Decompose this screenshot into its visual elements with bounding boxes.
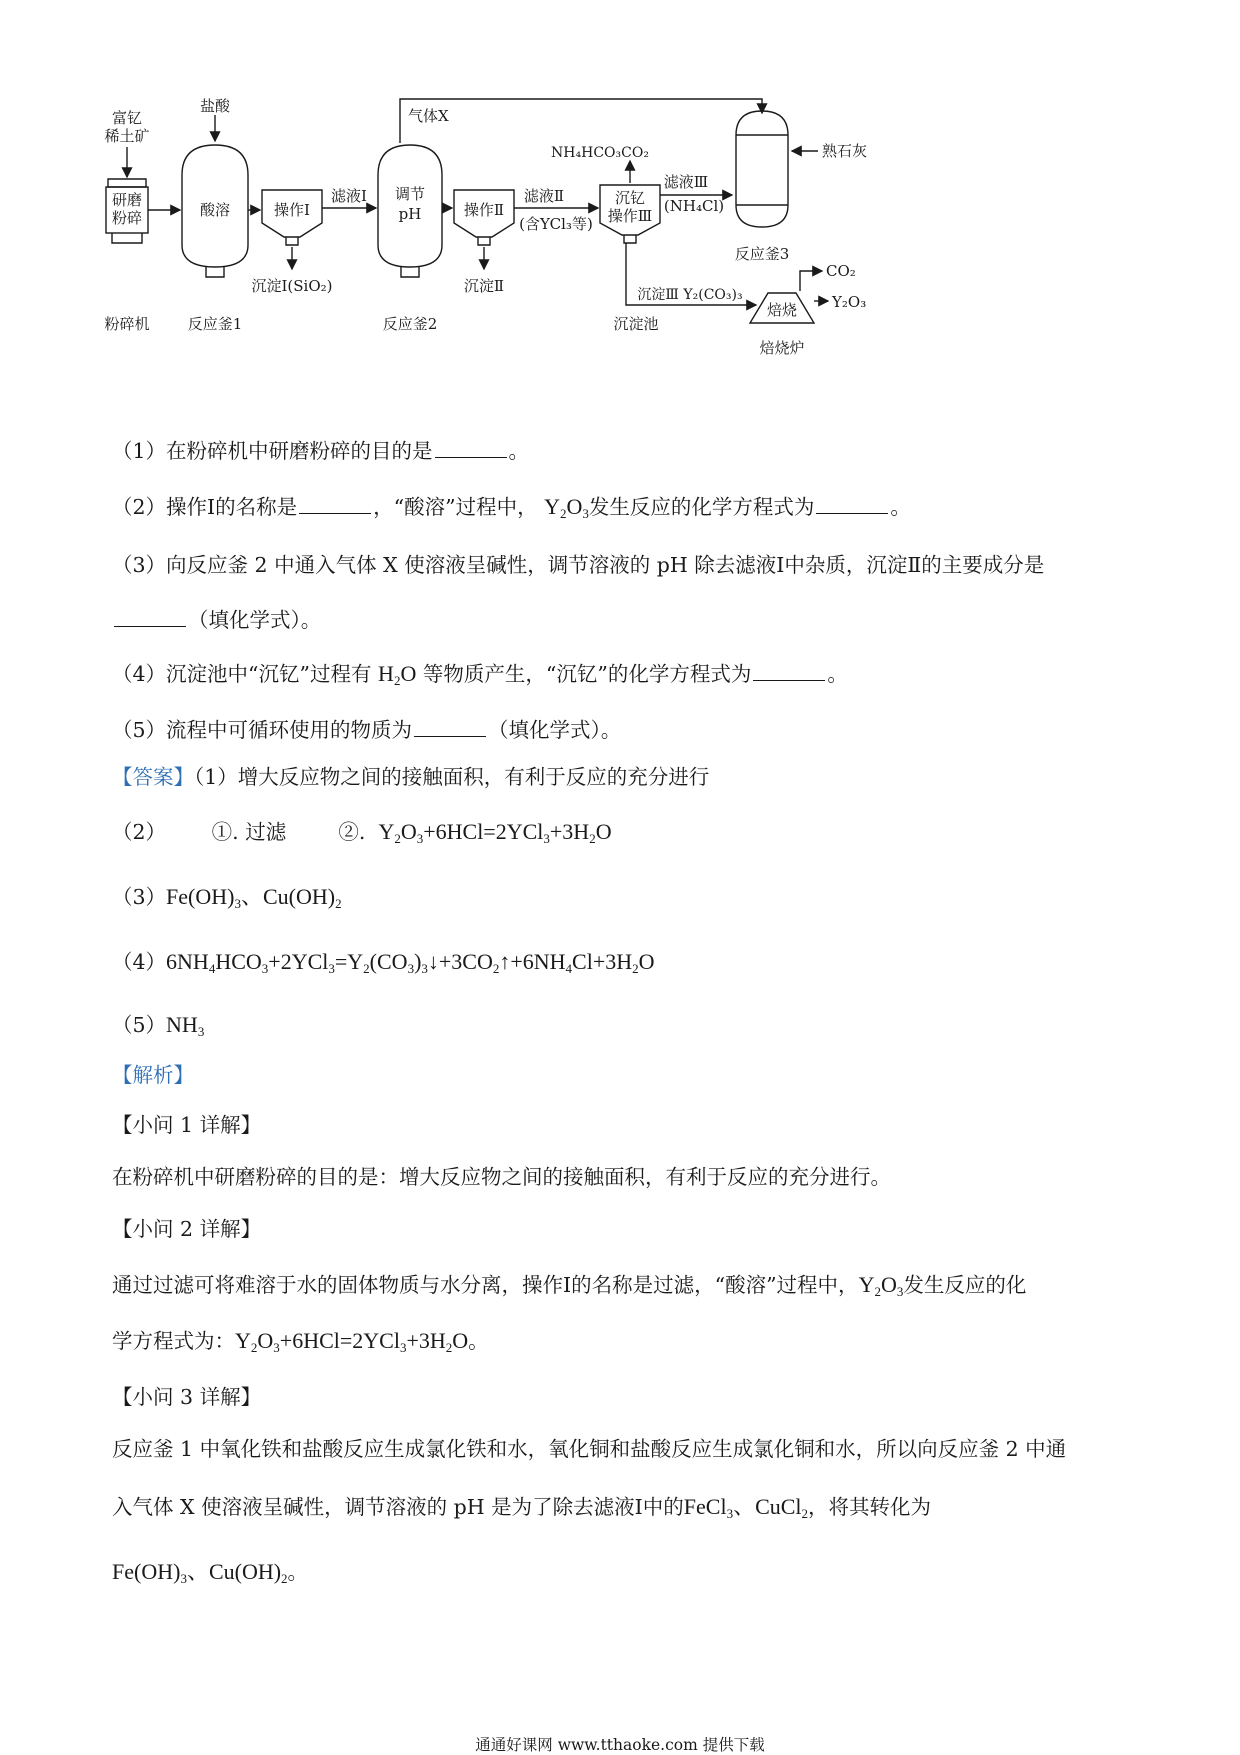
answer-3: $(3)Fe(OH)_3$、$Cu(OH)_2$: [112, 884, 342, 911]
analysis-heading-2: 【小问 2 详解】: [112, 1217, 262, 1241]
analysis-heading-3: 【小问 3 详解】: [112, 1385, 262, 1409]
answer-blank[interactable]: [114, 625, 186, 627]
grinder-name: 粉碎机: [104, 315, 150, 333]
question-5: （5）流程中可循环使用的物质为 （填化学式）。: [112, 718, 622, 742]
acid-label: 盐酸: [199, 97, 231, 115]
reactor-2-label-2: pH: [398, 205, 422, 223]
analysis-paragraph-1: 在粉碎机中研磨粉碎的目的是：增大反应物之间的接触面积，有利于反应的充分进行。: [112, 1165, 891, 1189]
filtrate-3-label: 滤液Ⅲ: [663, 173, 709, 191]
answer-4: $(4)6NH_4HCO_3+2YCl_3=Y_2(CO_3)_3↓+3CO_2↑+6NH_4Cl+3H_2O$: [112, 949, 655, 976]
analysis-paragraph-2-line-2: 学方程式为：$Y_2O_3+6HCl=2YCl_3+3H_2O$。: [112, 1328, 489, 1355]
analysis-heading-1: 【小问 1 详解】: [112, 1113, 262, 1137]
answer-blank[interactable]: [299, 512, 371, 514]
filtrate-2-note: (含YCl₃等): [519, 215, 593, 233]
operation-2-label: 操作Ⅱ: [463, 201, 505, 219]
gas-x-label: 气体X: [408, 107, 449, 125]
operation-3-label-1: 沉钇: [614, 189, 646, 207]
question-3-line-2: （填化学式）。: [112, 603, 321, 633]
reactor-2-label-1: 调节: [394, 185, 426, 203]
page-footer: 通通好课网 www.tthaoke.com 提供下载: [475, 1736, 765, 1754]
output-co2-label: CO₂: [826, 262, 856, 280]
precipitate-2-label: 沉淀Ⅱ: [463, 277, 505, 295]
question-3-line-1: （3）向反应釜 2 中通入气体 X 使溶液呈碱性，调节溶液的 pH 除去滤液Ⅰ中杂质，沉淀Ⅱ的主要成分是: [112, 553, 1045, 577]
svg-text:研磨粉碎: 研磨粉碎: [111, 191, 143, 227]
reactor-2-name: 反应釜2: [382, 315, 438, 333]
operation-3-label-2: 操作Ⅲ: [607, 207, 653, 225]
output-y2o3-label: Y₂O₃: [832, 293, 867, 311]
furnace-label: 焙烧: [766, 301, 798, 319]
filtrate-2-label: 滤液Ⅱ: [523, 187, 565, 205]
analysis-paragraph-3-line-3: $Fe(OH)_3$、$Cu(OH)_2$。: [112, 1559, 309, 1586]
question-1: （1）在粉碎机中研磨粉碎的目的是 。: [112, 439, 530, 463]
furnace-name: 焙烧炉: [759, 339, 805, 357]
reactor-3-name: 反应釜3: [734, 245, 790, 263]
answer-2: （2） ①. 过滤 ②. $Y_2O_3+6HCl=2YCl_3+3H_2O$: [112, 819, 612, 846]
answer-blank[interactable]: [816, 512, 888, 514]
reagent-label: NH₄HCO₃CO₂: [551, 145, 649, 161]
lime-label: 熟石灰: [822, 142, 868, 160]
process-flow-diagram: [100, 95, 1000, 415]
reactor-1-label: 酸溶: [199, 201, 231, 219]
analysis-paragraph-2-line-1: 通过过滤可将难溶于水的固体物质与水分离，操作Ⅰ的名称是过滤，“酸溶”过程中，$Y_2O_3$发生反应的化: [112, 1272, 1027, 1299]
precipitate-1-label: 沉淀Ⅰ(SiO₂): [251, 277, 333, 295]
reactor-1-name: 反应釜1: [187, 315, 243, 333]
precipitate-3-label: 沉淀Ⅲ Y₂(CO₃)₃: [637, 287, 743, 303]
analysis-paragraph-3-line-1: 反应釜 1 中氧化铁和盐酸反应生成氯化铁和水，氧化铜和盐酸反应生成氯化铜和水，所以向反应釜 2 中通: [112, 1437, 1067, 1461]
reactor-3-vessel: [736, 111, 788, 227]
answer-tag: 【答案】: [112, 765, 194, 789]
answer-5: $(5)NH_3$: [112, 1012, 205, 1039]
ore-label: 富钇稀土矿: [104, 109, 150, 145]
answer-blank[interactable]: [753, 679, 825, 681]
question-2: （2）操作Ⅰ的名称是 ，“酸溶”过程中， $Y_2O_3$发生反应的化学方程式为 。: [112, 494, 911, 521]
filtrate-3-note: (NH₄Cl): [663, 197, 725, 215]
question-4: （4）沉淀池中“沉钇”过程有 $H_2O$ 等物质产生，“沉钇”的化学方程式为 。: [112, 661, 848, 688]
analysis-paragraph-3-line-2: 入气体 X 使溶液呈碱性，调节溶液的 pH 是为了除去滤液Ⅰ中的FeCl$_3$、CuCl$_2$，将其转化为: [112, 1494, 932, 1521]
answer-blank[interactable]: [414, 735, 486, 737]
answer-1: 【答案】（1）增大反应物之间的接触面积，有利于反应的充分进行: [112, 765, 710, 789]
filtrate-1-label: 滤液Ⅰ: [331, 187, 367, 205]
analysis-tag: 【解析】: [112, 1063, 194, 1087]
tank-name: 沉淀池: [613, 315, 659, 333]
operation-1-label: 操作Ⅰ: [274, 201, 310, 219]
formula-y2o3: $Y_2O_3$: [544, 494, 589, 521]
answer-blank[interactable]: [435, 456, 507, 458]
formula-h2o: $H_2O$: [378, 661, 417, 688]
